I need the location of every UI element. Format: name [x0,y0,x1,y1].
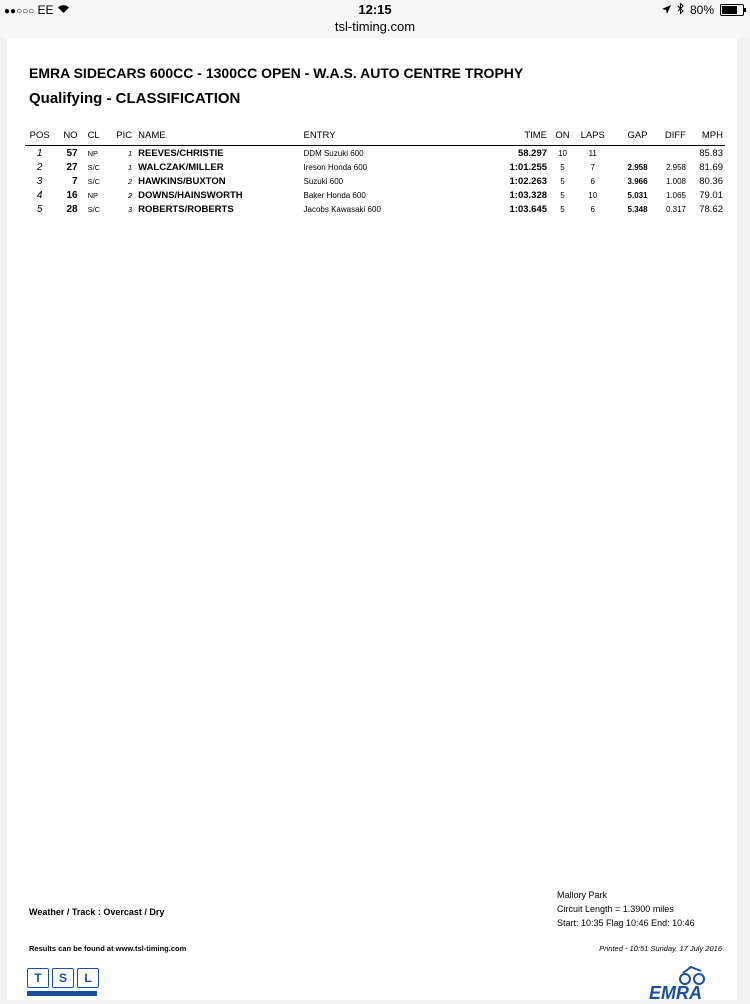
cell-name: HAWKINS/BUXTON [138,175,226,187]
carrier-name: EE [37,3,54,17]
cell-cl: NP [87,190,98,200]
printed-timestamp: Printed - 10:51 Sunday, 17 July 2016 [599,944,722,953]
col-pic: PIC [114,130,136,146]
cell-diff [650,146,688,161]
col-gap: GAP [609,130,649,146]
cell-pos: 1 [36,147,43,159]
cell-laps: 11 [588,148,597,158]
cell-pic: 3 [127,204,133,214]
cell-no: 27 [66,161,78,173]
col-pos: POS [25,130,54,146]
cell-on: 5 [560,204,565,214]
signal-strength-icon: ●●○○○ [4,6,35,17]
cell-name: REEVES/CHRISTIE [138,147,224,159]
cell-diff: 1.008 [665,176,686,186]
cell-pic: 2 [127,176,133,186]
cell-no: 7 [72,175,78,187]
cell-mph: 79.01 [699,189,723,201]
cell-pic: 2 [127,190,133,200]
cell-cl: S/C [87,162,101,172]
table-row [25,174,725,188]
cell-cl: S/C [87,176,101,186]
emra-wordmark: EMRA [649,983,702,1003]
table-row [25,160,725,174]
classification-table [25,130,725,216]
tsl-letter: L [77,968,99,988]
col-cl: CL [80,130,115,146]
col-mph: MPH [688,130,725,146]
cell-no: 57 [66,147,78,159]
circuit-info [557,888,695,930]
session-times: Start: 10:35 Flag 10:46 End: 10:46 [557,918,695,928]
cell-mph: 85.83 [699,147,723,159]
col-entry: ENTRY [302,130,484,146]
tsl-letter: T [27,968,49,988]
battery-fill [722,6,737,14]
cell-pic: 1 [127,148,133,158]
ios-status-bar [0,0,750,38]
results-document [7,38,737,1003]
cell-time: 1:01.255 [509,161,548,173]
cell-on: 10 [558,148,567,158]
col-on: ON [549,130,576,146]
cell-name: WALCZAK/MILLER [138,161,224,173]
cell-on: 5 [560,162,565,172]
cell-on: 5 [560,190,565,200]
cell-entry: DDM Suzuki 600 [303,148,364,158]
cell-diff: 1.065 [665,190,686,200]
cell-time: 1:03.328 [509,189,548,201]
battery-percent: 80% [689,3,714,17]
cell-laps: 10 [588,190,598,200]
col-name: NAME [136,130,301,146]
cell-laps: 6 [590,204,595,214]
table-header-row [25,130,725,146]
cell-gap: 3.966 [627,176,648,186]
cell-entry: Baker Honda 600 [303,190,366,200]
cell-time: 1:02.263 [509,175,548,187]
session-subtitle: Qualifying - CLASSIFICATION [29,90,241,107]
tsl-tagline-strip [27,991,97,996]
results-note: Results can be found at www.tsl-timing.com [29,944,187,953]
cell-gap [609,146,649,161]
cell-mph: 81.69 [699,161,723,173]
cell-gap: 5.348 [627,204,648,214]
cell-entry: Ireson Honda 600 [303,162,368,172]
bluetooth-icon [677,3,684,17]
table-row [25,202,725,216]
cell-name: ROBERTS/ROBERTS [138,203,234,215]
status-time: 12:15 [358,2,392,17]
cell-mph: 80.36 [699,175,723,187]
cell-pos: 3 [36,175,43,187]
tsl-letter: S [52,968,74,988]
cell-time: 1:03.645 [509,203,548,215]
cell-pos: 5 [36,203,43,215]
cell-no: 28 [66,203,78,215]
cell-entry: Suzuki 600 [303,176,344,186]
cell-name: DOWNS/HAINSWORTH [138,189,243,201]
col-diff: DIFF [650,130,688,146]
col-laps: LAPS [576,130,609,146]
cell-time: 58.297 [517,147,548,159]
cell-laps: 6 [590,176,595,186]
weather-track: Weather / Track : Overcast / Dry [29,907,165,917]
cell-diff: 0.317 [665,204,686,214]
tsl-logo [27,968,103,996]
cell-pos: 2 [36,161,43,173]
cell-cl: S/C [87,204,101,214]
cell-pic: 1 [127,162,133,172]
cell-gap: 5.031 [627,190,648,200]
battery-icon [720,4,744,16]
col-time: TIME [484,130,549,146]
status-right [662,3,744,17]
address-bar-url[interactable]: tsl-timing.com [334,19,416,34]
cell-entry: Jacobs Kawasaki 600 [303,204,381,214]
circuit-length: Circuit Length = 1.3900 miles [557,904,674,914]
cell-diff: 2.958 [665,162,686,172]
table-row [25,146,725,161]
circuit-venue: Mallory Park [557,890,608,900]
event-title: EMRA SIDECARS 600CC - 1300CC OPEN - W.A.S. AUTO CENTRE TROPHY [29,65,524,81]
col-no: NO [54,130,79,146]
cell-cl: NP [87,148,98,158]
cell-on: 5 [560,176,565,186]
table-row [25,188,725,202]
cell-mph: 78.62 [699,203,723,215]
cell-gap: 2.958 [627,162,648,172]
location-arrow-icon [662,3,671,17]
cell-no: 16 [66,189,78,201]
cell-pos: 4 [36,189,43,201]
cell-laps: 7 [590,162,595,172]
